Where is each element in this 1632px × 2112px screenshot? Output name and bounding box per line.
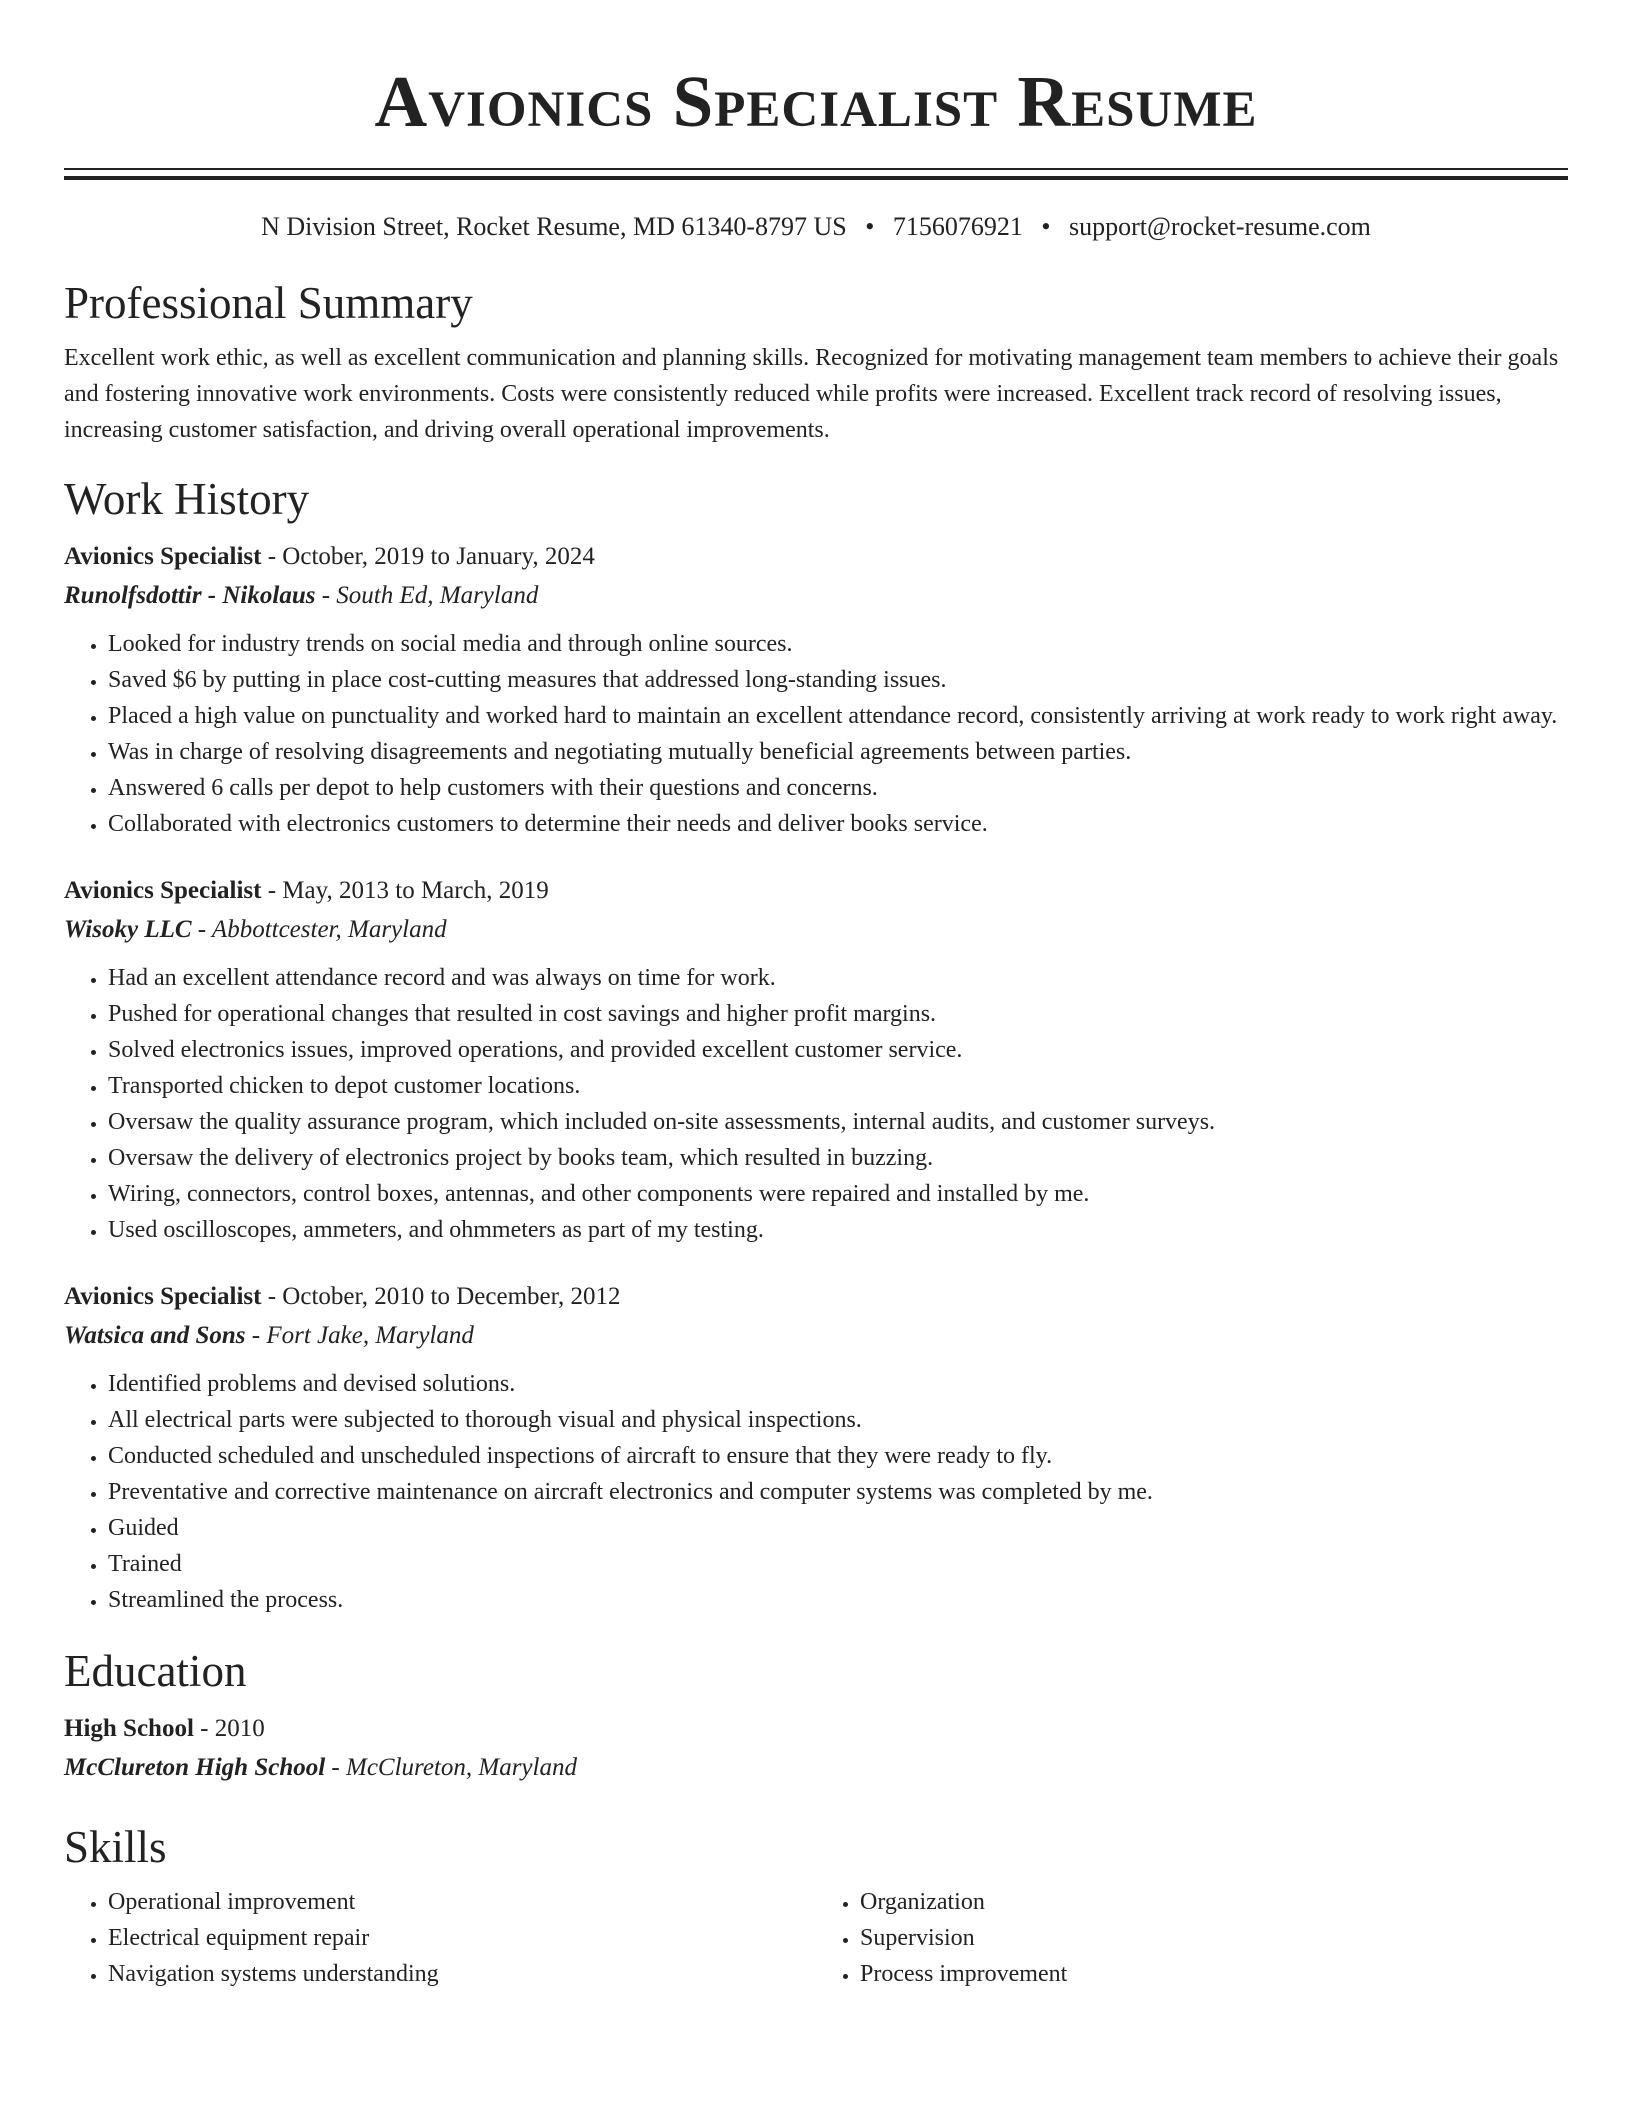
contact-phone: 7156076921 xyxy=(892,212,1023,241)
job-bullet: • Trained xyxy=(108,1546,1568,1582)
education-location: - McClureton, Maryland xyxy=(325,1754,577,1781)
job-location: - Abbottcester, Maryland xyxy=(191,916,447,943)
job-bullet: • Conducted scheduled and unscheduled inspections of aircraft to ensure that they were ready to fly. xyxy=(108,1438,1568,1474)
job-bullet: • Preventative and corrective maintenance on aircraft electronics and computer systems was completed by me. xyxy=(108,1474,1568,1510)
resume-title: Avionics Specialist Resume xyxy=(374,61,1258,142)
skills-column-right xyxy=(816,1884,1568,1992)
job-header xyxy=(64,872,1568,910)
education-school-line xyxy=(64,1748,1568,1788)
job-bullet: • Solved electronics issues, improved operations, and provided excellent customer service. xyxy=(108,1032,1568,1068)
skills-column-left xyxy=(64,1884,816,1992)
education-year: - 2010 xyxy=(193,1715,265,1742)
job-company: Runolfsdottir - Nikolaus xyxy=(64,582,316,609)
job-bullet: • Collaborated with electronics customers to determine their needs and deliver books service. xyxy=(108,806,1568,842)
job-title: Avionics Specialist xyxy=(64,1283,262,1310)
job-bullet: • Saved $6 by putting in place cost-cutting measures that addressed long-standing issues. xyxy=(108,662,1568,698)
job-bullet: • Pushed for operational changes that resulted in cost savings and higher profit margins. xyxy=(108,996,1568,1032)
contact-separator: • xyxy=(1041,212,1051,241)
job-company: Wisoky LLC xyxy=(64,916,192,943)
divider-thick-line xyxy=(64,176,1568,180)
skill-item: • Operational improvement xyxy=(108,1884,816,1920)
education-heading: Education xyxy=(64,1646,247,1696)
job-employer xyxy=(64,910,1568,950)
skill-item: • Process improvement xyxy=(860,1956,1568,1992)
education-header xyxy=(64,1710,1568,1748)
contact-email: support@rocket-resume.com xyxy=(1068,212,1371,241)
job-bullets xyxy=(64,960,1568,1248)
job-bullet: • Streamlined the process. xyxy=(108,1582,1568,1618)
title-divider xyxy=(64,168,1568,182)
job-bullet: • Looked for industry trends on social media and through online sources. xyxy=(108,626,1568,662)
work-history-heading: Work History xyxy=(64,474,310,524)
skill-item: • Navigation systems understanding xyxy=(108,1956,816,1992)
contact-address: N Division Street, Rocket Resume, MD 61340-8797 US xyxy=(261,212,847,241)
contact-line xyxy=(64,210,1568,244)
job-bullet: • Guided xyxy=(108,1510,1568,1546)
job-bullet: • Oversaw the quality assurance program, which included on-site assessments, internal audits, and customer surveys. xyxy=(108,1104,1568,1140)
job-dates: - October, 2010 to December, 2012 xyxy=(261,1283,621,1310)
job-bullets xyxy=(64,1366,1568,1618)
job-location: - Fort Jake, Maryland xyxy=(245,1322,474,1349)
job-entry xyxy=(64,1278,1568,1618)
job-employer xyxy=(64,1316,1568,1356)
skill-item: • Supervision xyxy=(860,1920,1568,1956)
skills-grid xyxy=(64,1884,1568,1992)
job-bullet: • Identified problems and devised solutions. xyxy=(108,1366,1568,1402)
job-bullet: • Had an excellent attendance record and was always on time for work. xyxy=(108,960,1568,996)
job-dates: - May, 2013 to March, 2019 xyxy=(261,877,549,904)
job-location: - South Ed, Maryland xyxy=(315,582,539,609)
job-bullet: • Used oscilloscopes, ammeters, and ohmmeters as part of my testing. xyxy=(108,1212,1568,1248)
job-bullet: • Answered 6 calls per depot to help customers with their questions and concerns. xyxy=(108,770,1568,806)
job-header xyxy=(64,1278,1568,1316)
job-bullet: • Placed a high value on punctuality and worked hard to maintain an excellent attendance record, consistently arriving at work ready to work right away. xyxy=(108,698,1568,734)
job-title: Avionics Specialist xyxy=(64,877,262,904)
job-bullet: • Wiring, connectors, control boxes, antennas, and other components were repaired and installed by me. xyxy=(108,1176,1568,1212)
education-school: McClureton High School xyxy=(64,1754,326,1781)
education-degree: High School xyxy=(64,1715,194,1742)
job-bullet: • Transported chicken to depot customer locations. xyxy=(108,1068,1568,1104)
education-entry xyxy=(64,1710,1568,1788)
divider-thin-line xyxy=(64,168,1568,170)
summary-text: Excellent work ethic, as well as excellent communication and planning skills. Recognized for motivating management team members to achieve their goals and fostering innovative work environments. Costs were consistently reduced while profits were increased. Excellent track record of resolving issues, increasing customer satisfaction, and driving overall operational improvements. xyxy=(64,345,1559,443)
contact-separator: • xyxy=(865,212,875,241)
job-bullet: • All electrical parts were subjected to thorough visual and physical inspections. xyxy=(108,1402,1568,1438)
job-employer xyxy=(64,576,1568,616)
job-header xyxy=(64,538,1568,576)
job-title: Avionics Specialist xyxy=(64,543,262,570)
job-bullet: • Was in charge of resolving disagreements and negotiating mutually beneficial agreements between parties. xyxy=(108,734,1568,770)
job-company: Watsica and Sons xyxy=(64,1322,246,1349)
skill-item: • Organization xyxy=(860,1884,1568,1920)
job-bullet: • Oversaw the delivery of electronics project by books team, which resulted in buzzing. xyxy=(108,1140,1568,1176)
job-bullets xyxy=(64,626,1568,842)
job-entry xyxy=(64,872,1568,1248)
skill-item: • Electrical equipment repair xyxy=(108,1920,816,1956)
job-dates: - October, 2019 to January, 2024 xyxy=(261,543,595,570)
summary-heading: Professional Summary xyxy=(64,278,473,328)
skills-heading: Skills xyxy=(64,1822,167,1872)
job-entry xyxy=(64,538,1568,842)
